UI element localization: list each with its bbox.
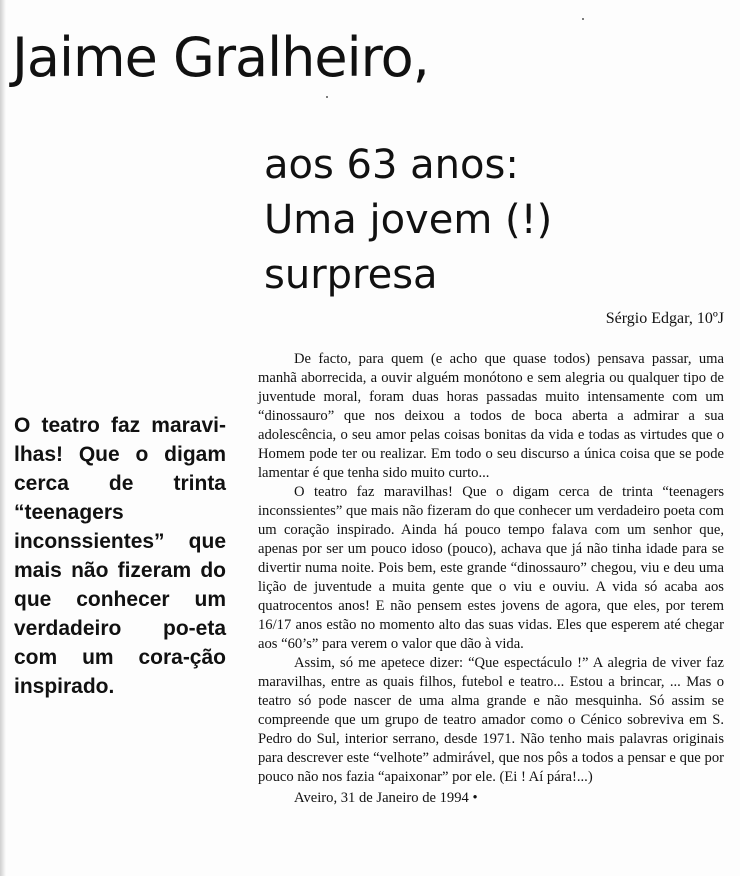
- scan-speck: [582, 18, 584, 20]
- body-paragraph-1: De facto, para quem (e acho que quase todos) pensava passar, uma manhã aborrecida, a ouvir alguém monótono e sem alegria ou qualquer tipo de juventude moral, foram duas horas passadas muito intensamente com um “dinossauro” que nos deixou a todos de boca aberta a admirar a sua adolescência, o seu amor pelas coisas bonitas da vida e todas as virtudes que o Homem pode ter ou realizar. Em todo o seu discurso a única coisa que se pode lamentar é que tenha sido muito curto...: [258, 351, 724, 481]
- scan-speck: [326, 96, 328, 98]
- article-title: Jaime Gralheiro,: [12, 26, 429, 89]
- author-byline: Sérgio Edgar, 10ºJ: [605, 310, 724, 327]
- place-date-signoff: Aveiro, 31 de Janeiro de 1994 •: [294, 790, 478, 806]
- subtitle-line-1: aos 63 anos:: [264, 142, 519, 188]
- article-body: [258, 350, 724, 808]
- article-subtitle: [264, 138, 552, 302]
- pull-quote: O teatro faz maravi-lhas! Que o digam cerca de trinta “teenagers inconssientes” que mais não fizeram do que conhecer um verdadeiro po-eta com um cora-ção inspirado.: [14, 414, 226, 698]
- scan-edge-shadow: [0, 0, 6, 876]
- body-paragraph-3: Assim, só me apetece dizer: “Que espectáculo !” A alegria de viver faz maravilhas, entre as quais filhos, futebol e teatro... Estou a brincar, ... Mas o teatro só pode nascer de uma alma grande e não mesquinha. Só assim se compreende que um grupo de teatro amador como o Cénico sobreviva em S. Pedro do Sul, interior serrano, desde 1971. Não tenho mais palavras originais para descrever este “velhote” admirável, que nos pôs a todos a pensar e que por pouco não nos fazia “apaixonar” por ele. (Ei ! Aí pára!...): [258, 655, 724, 785]
- subtitle-line-2: Uma jovem (!): [264, 196, 553, 243]
- body-paragraph-2: O teatro faz maravilhas! Que o digam cerca de trinta “teenagers inconssientes” que mais não fizeram do que conhecer um verdadeiro poeta com um coração inspirado. Ainda há pouco tempo falava com um senhor que, apenas por ser um pouco idoso (pouco), achava que já não tinha idade para se divertir numa noite. Pois bem, este grande “dinossauro” chegou, viu e deu uma lição de juventude a muita gente que o viu e ouviu. A vida só acaba aos quatrocentos anos! E não pensem estes jovens de agora, que eles, por terem 16/17 anos estão no momento alto das suas vidas. Eles que esperem até chegar aos “60’s” para verem o valor que dão à vida.: [258, 484, 724, 652]
- subtitle-line-3: surpresa: [264, 251, 438, 298]
